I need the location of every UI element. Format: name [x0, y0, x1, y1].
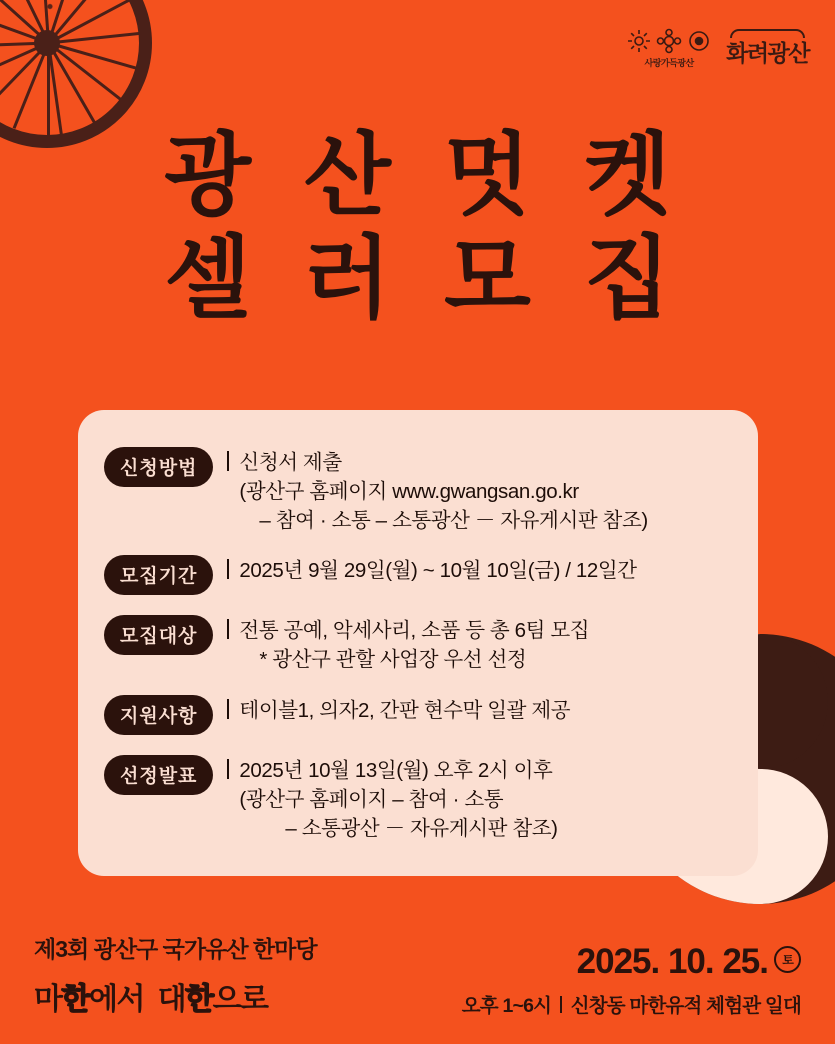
gwangsan-emblem-icon	[626, 28, 712, 69]
info-line: 2025년 10월 13일(월) 오후 2시 이후	[225, 756, 734, 785]
slogan-seg-2: 한	[61, 983, 89, 1016]
info-line: – 소통광산 － 자유게시판 참조)	[285, 816, 558, 840]
event-slogan	[34, 974, 317, 1018]
info-line: 테이블1, 의자2, 간판 현수막 일괄 제공	[225, 696, 734, 725]
info-line: 전통 공예, 악세사리, 소품 등 총 6팀 모집	[225, 616, 734, 645]
info-body-application-method	[225, 445, 734, 535]
info-line: 2025년 9월 29일(월) ~ 10월 10일(금) / 12일간	[225, 556, 734, 585]
badge-application-method: 신청방법	[104, 447, 213, 487]
event-date	[462, 942, 801, 982]
info-row-application-period	[78, 544, 758, 604]
badge-support: 지원사항	[104, 695, 213, 735]
info-row-target	[78, 604, 758, 683]
logo-group	[626, 28, 809, 69]
info-line: (광산구 홈페이지 www.gwangsan.go.kr	[239, 480, 579, 504]
info-row-application-method	[78, 436, 758, 544]
poster-title	[0, 128, 835, 328]
info-row-support	[78, 684, 758, 744]
logo-left-sublabel: 사랑가득광산	[644, 58, 694, 68]
event-time: 오후 1~6시	[461, 995, 552, 1017]
event-place: 신창동 마한유적 체험관 일대	[570, 995, 801, 1017]
info-body-target	[225, 613, 734, 674]
event-title: 제3회 광산구 국가유산 한마당	[34, 936, 317, 962]
slogan-seg-5: 한	[185, 983, 213, 1016]
info-body-support	[225, 693, 734, 725]
event-time-place	[462, 990, 801, 1018]
badge-announcement: 선정발표	[104, 755, 213, 795]
info-line: – 참여 · 소통 – 소통광산 － 자유게시판 참조)	[259, 509, 648, 533]
badge-application-period: 모집기간	[104, 555, 213, 595]
info-line: (광산구 홈페이지 – 참여 · 소통	[239, 787, 504, 811]
footer-right	[462, 942, 801, 1018]
poster-footer	[0, 931, 835, 1018]
info-row-announcement	[78, 744, 758, 852]
slogan-seg-4: 대	[157, 983, 186, 1016]
info-body-announcement	[225, 753, 734, 843]
slogan-seg-3: 에서	[88, 983, 144, 1016]
divider	[560, 996, 562, 1013]
slogan-seg-1: 마	[34, 983, 62, 1016]
info-card	[78, 410, 758, 876]
info-line: * 광산구 관할 사업장 우선 선정	[259, 648, 527, 672]
logo-right-label: 화려광산	[726, 29, 809, 68]
footer-left	[34, 931, 317, 1018]
info-body-application-period	[225, 553, 734, 585]
event-date-text: 2025. 10. 25.	[576, 942, 768, 981]
event-day-badge: 토	[774, 946, 801, 973]
slogan-seg-6: 으로	[212, 983, 268, 1016]
title-line-2: 셀 러 모 집	[164, 229, 685, 330]
title-line-1: 광 산 멋 켓	[164, 126, 685, 226]
info-line: 신청서 제출	[225, 448, 734, 477]
badge-target: 모집대상	[104, 615, 213, 655]
